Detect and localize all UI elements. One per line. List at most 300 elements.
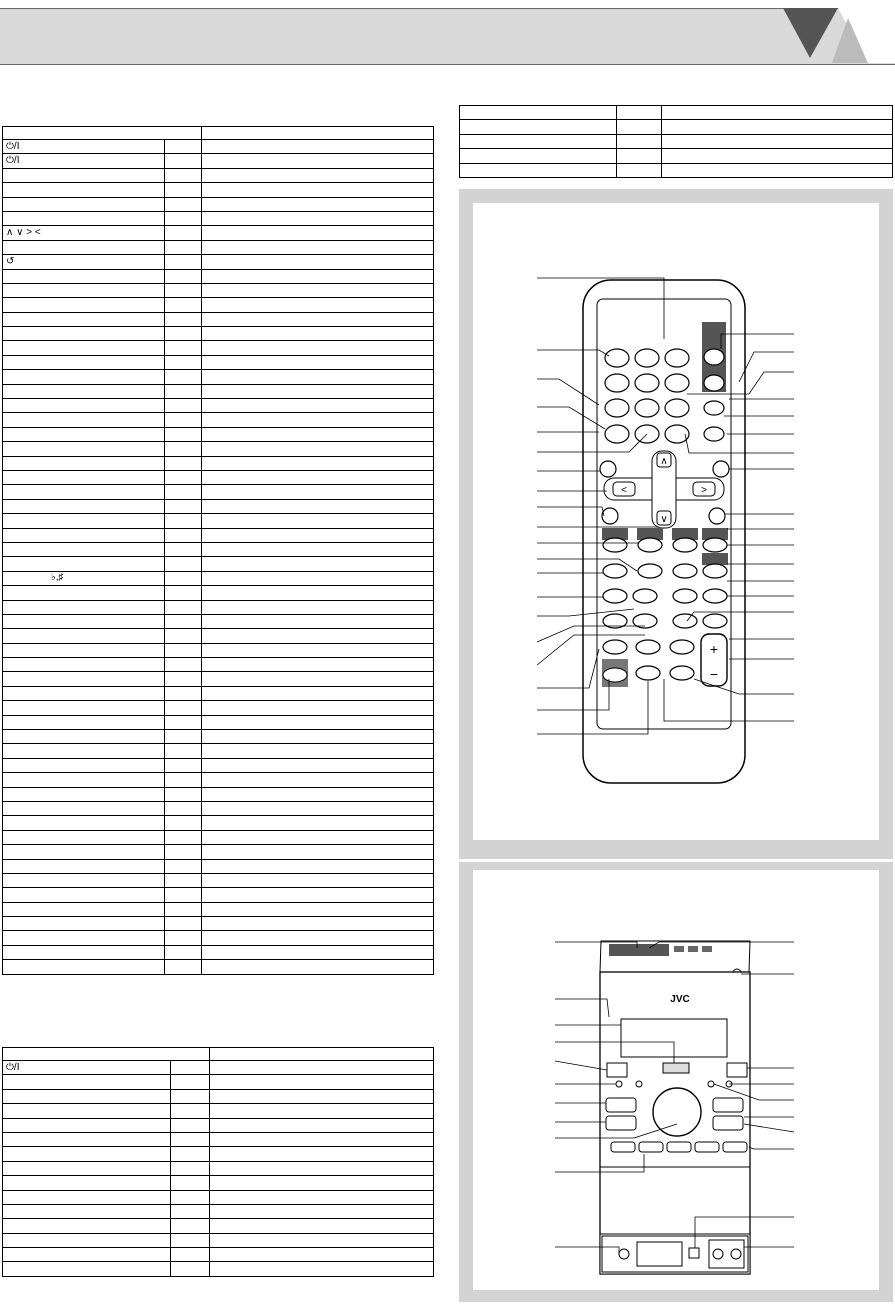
ref-cell <box>165 917 202 931</box>
table-row <box>3 470 434 484</box>
ref-cell <box>170 1132 209 1146</box>
ref-cell <box>165 787 202 801</box>
symbol-cell <box>3 586 165 600</box>
description-cell <box>202 931 434 945</box>
description-cell <box>210 1219 434 1233</box>
description-cell <box>202 427 434 441</box>
symbol-cell <box>3 801 165 815</box>
symbol-cell <box>3 399 165 413</box>
ref-cell <box>165 140 202 154</box>
description-cell <box>210 1104 434 1118</box>
table-row <box>3 283 434 297</box>
symbol-cell <box>3 528 165 542</box>
table-row <box>3 240 434 254</box>
ref-cell <box>165 269 202 283</box>
table-row <box>3 614 434 628</box>
table-row <box>3 888 434 902</box>
ref-cell <box>165 888 202 902</box>
ref-cell <box>165 399 202 413</box>
table-row <box>3 1089 434 1103</box>
table-row <box>3 355 434 369</box>
table-row <box>3 701 434 715</box>
table-row <box>3 1161 434 1175</box>
table-row <box>3 917 434 931</box>
description-cell <box>202 542 434 556</box>
description-cell <box>202 830 434 844</box>
ref-cell <box>165 355 202 369</box>
ref-cell <box>165 730 202 744</box>
symbol-cell <box>3 1061 171 1075</box>
header-corner-marker <box>0 0 895 66</box>
description-cell <box>202 744 434 758</box>
ref-cell <box>165 830 202 844</box>
description-cell <box>202 586 434 600</box>
symbol-cell <box>3 355 165 369</box>
symbol-cell <box>3 1190 171 1204</box>
table-row <box>3 1118 434 1132</box>
table-row <box>3 571 434 585</box>
symbol-cell <box>3 686 165 700</box>
table-row <box>3 801 434 815</box>
ref-cell <box>165 744 202 758</box>
table-row <box>3 1061 434 1075</box>
symbol-cell <box>3 1262 171 1276</box>
table-row <box>3 686 434 700</box>
table-row <box>3 1132 434 1146</box>
symbol-cell <box>3 1089 171 1103</box>
table-row <box>3 1104 434 1118</box>
symbol-cell <box>3 945 165 959</box>
description-cell <box>202 327 434 341</box>
symbol-cell <box>3 917 165 931</box>
description-cell <box>202 571 434 585</box>
description-cell <box>210 1075 434 1089</box>
ref-cell <box>165 845 202 859</box>
symbol-cell <box>3 1176 171 1190</box>
remote-diagram <box>459 189 893 859</box>
button-symbol: ♭,♯ <box>51 572 64 584</box>
symbol-cell <box>3 1219 171 1233</box>
symbol-cell <box>3 557 165 571</box>
unit-parts-table <box>2 1047 434 1277</box>
description-cell <box>202 240 434 254</box>
ref-cell <box>165 859 202 873</box>
symbol-cell <box>3 1132 171 1146</box>
ref-cell <box>170 1161 209 1175</box>
symbol-cell <box>3 773 165 787</box>
description-cell <box>202 298 434 312</box>
description-cell <box>202 514 434 528</box>
ref-cell <box>170 1104 209 1118</box>
table-row <box>3 1147 434 1161</box>
symbol-cell <box>3 931 165 945</box>
button-symbol: ⏻/I <box>6 140 20 152</box>
button-symbol: ∧ ∨ > < <box>6 227 41 239</box>
table-row <box>3 945 434 959</box>
ref-cell <box>165 571 202 585</box>
description-cell <box>202 773 434 787</box>
description-cell <box>202 801 434 815</box>
button-symbol: ⏻/I <box>6 1061 20 1073</box>
description-cell <box>202 614 434 628</box>
ref-cell <box>165 629 202 643</box>
symbol-cell <box>3 298 165 312</box>
ref-cell <box>165 456 202 470</box>
ref-cell <box>170 1147 209 1161</box>
description-cell <box>210 1233 434 1247</box>
table-row <box>3 255 434 269</box>
table-row <box>3 744 434 758</box>
ref-cell <box>165 255 202 269</box>
symbol-cell <box>3 758 165 772</box>
ref-cell <box>165 600 202 614</box>
table-row <box>3 197 434 211</box>
symbol-cell <box>3 902 165 916</box>
table-row <box>3 442 434 456</box>
table-row <box>3 211 434 225</box>
symbol-cell <box>3 1075 171 1089</box>
table-row <box>3 1219 434 1233</box>
symbol-cell <box>3 427 165 441</box>
ref-cell <box>170 1204 209 1218</box>
description-cell <box>210 1204 434 1218</box>
description-cell <box>202 686 434 700</box>
symbol-cell <box>3 787 165 801</box>
symbol-cell <box>3 1233 171 1247</box>
symbol-cell <box>3 600 165 614</box>
ref-cell <box>165 341 202 355</box>
description-cell <box>202 211 434 225</box>
ref-cell <box>170 1176 209 1190</box>
description-cell <box>202 255 434 269</box>
ref-cell <box>165 528 202 542</box>
symbol-cell <box>3 1147 171 1161</box>
table-row <box>3 399 434 413</box>
symbol-cell <box>3 240 165 254</box>
description-cell <box>202 183 434 197</box>
button-symbol: ↺ <box>6 255 15 267</box>
table-row <box>3 902 434 916</box>
description-cell <box>210 1176 434 1190</box>
table-row <box>3 542 434 556</box>
table-row <box>3 960 434 974</box>
table-row <box>3 485 434 499</box>
description-cell <box>202 154 434 168</box>
symbol-cell <box>3 456 165 470</box>
ref-cell <box>165 470 202 484</box>
description-cell <box>210 1248 434 1262</box>
symbol-cell <box>3 442 165 456</box>
ref-cell <box>170 1262 209 1276</box>
ref-cell <box>170 1089 209 1103</box>
description-cell <box>202 312 434 326</box>
table-row <box>3 787 434 801</box>
symbol-cell <box>3 168 165 182</box>
legend-table <box>459 105 893 178</box>
ref-cell <box>165 643 202 657</box>
symbol-cell <box>3 341 165 355</box>
description-cell <box>210 1147 434 1161</box>
description-cell <box>202 600 434 614</box>
description-cell <box>202 658 434 672</box>
ref-cell <box>165 945 202 959</box>
table-row <box>3 1190 434 1204</box>
ref-cell <box>165 614 202 628</box>
symbol-cell <box>3 1248 171 1262</box>
ref-cell <box>165 370 202 384</box>
symbol-cell <box>3 384 165 398</box>
description-cell <box>202 355 434 369</box>
symbol-cell <box>3 614 165 628</box>
table-row <box>3 758 434 772</box>
description-cell <box>202 629 434 643</box>
table-row <box>3 1262 434 1276</box>
description-cell <box>202 758 434 772</box>
ref-cell <box>165 658 202 672</box>
description-cell <box>202 730 434 744</box>
description-cell <box>202 873 434 887</box>
ref-cell <box>165 283 202 297</box>
description-cell <box>202 845 434 859</box>
ref-cell <box>165 413 202 427</box>
table-row <box>3 327 434 341</box>
ref-cell <box>165 557 202 571</box>
description-cell <box>210 1118 434 1132</box>
table-row <box>3 370 434 384</box>
ref-cell <box>165 211 202 225</box>
symbol-cell <box>3 154 165 168</box>
ref-cell <box>165 801 202 815</box>
symbol-cell <box>3 672 165 686</box>
down-arrow-icon: ∨ <box>660 514 668 525</box>
symbol-cell <box>3 873 165 887</box>
description-cell <box>202 816 434 830</box>
ref-cell <box>165 514 202 528</box>
ref-cell <box>165 701 202 715</box>
ref-cell <box>165 427 202 441</box>
description-cell <box>210 1190 434 1204</box>
symbol-cell <box>3 629 165 643</box>
symbol-cell <box>3 571 165 585</box>
symbol-cell <box>3 1161 171 1175</box>
table-row <box>3 514 434 528</box>
table-row <box>3 269 434 283</box>
symbol-cell <box>3 413 165 427</box>
symbol-cell <box>3 211 165 225</box>
table-row <box>3 456 434 470</box>
ref-cell <box>165 197 202 211</box>
symbol-cell <box>3 370 165 384</box>
description-cell <box>202 370 434 384</box>
symbol-cell <box>3 226 165 240</box>
symbol-cell <box>3 1204 171 1218</box>
description-cell <box>202 168 434 182</box>
table-row <box>3 226 434 240</box>
description-cell <box>210 1061 434 1075</box>
description-cell <box>202 197 434 211</box>
ref-cell <box>165 240 202 254</box>
symbol-cell <box>3 312 165 326</box>
symbol-cell <box>3 499 165 513</box>
left-arrow-icon: < <box>621 485 627 496</box>
remote-parts-table <box>2 126 434 975</box>
table-row <box>3 427 434 441</box>
ref-cell <box>165 183 202 197</box>
table-row <box>3 1075 434 1089</box>
table-row <box>3 1248 434 1262</box>
description-cell <box>202 283 434 297</box>
ref-cell <box>165 485 202 499</box>
table-row <box>3 600 434 614</box>
table-row <box>3 931 434 945</box>
description-cell <box>202 557 434 571</box>
ref-cell <box>165 327 202 341</box>
ref-cell <box>165 758 202 772</box>
table-row <box>3 557 434 571</box>
button-symbol: ⏻/I <box>6 155 20 167</box>
volume-minus-icon: − <box>709 666 719 682</box>
description-cell <box>210 1262 434 1276</box>
ref-cell <box>165 672 202 686</box>
ref-cell <box>165 384 202 398</box>
symbol-cell <box>3 255 165 269</box>
description-cell <box>210 1132 434 1146</box>
table-row <box>3 1204 434 1218</box>
description-cell <box>202 917 434 931</box>
table-row <box>3 499 434 513</box>
ref-cell <box>165 442 202 456</box>
ref-cell <box>165 715 202 729</box>
table-row <box>3 629 434 643</box>
description-cell <box>202 715 434 729</box>
symbol-cell <box>3 830 165 844</box>
description-cell <box>202 643 434 657</box>
symbol-cell <box>3 859 165 873</box>
table-row <box>3 168 434 182</box>
symbol-cell <box>3 701 165 715</box>
up-arrow-icon: ∧ <box>660 456 668 467</box>
description-cell <box>202 701 434 715</box>
symbol-cell <box>3 197 165 211</box>
description-cell <box>202 341 434 355</box>
description-cell <box>210 1161 434 1175</box>
ref-cell <box>165 686 202 700</box>
ref-cell <box>165 773 202 787</box>
symbol-cell <box>3 643 165 657</box>
ref-cell <box>165 168 202 182</box>
description-cell <box>202 226 434 240</box>
table-row <box>3 1233 434 1247</box>
ref-cell <box>165 312 202 326</box>
symbol-cell <box>3 1118 171 1132</box>
description-cell <box>202 859 434 873</box>
ref-cell <box>170 1233 209 1247</box>
right-arrow-icon: > <box>701 485 707 496</box>
ref-cell <box>165 931 202 945</box>
ref-cell <box>170 1118 209 1132</box>
description-cell <box>202 456 434 470</box>
symbol-cell <box>3 485 165 499</box>
table-row <box>3 413 434 427</box>
description-cell <box>202 485 434 499</box>
table-row <box>3 154 434 168</box>
symbol-cell <box>3 888 165 902</box>
table-row <box>3 528 434 542</box>
ref-cell <box>165 154 202 168</box>
ref-cell <box>165 902 202 916</box>
symbol-cell <box>3 183 165 197</box>
volume-plus-icon: + <box>709 641 719 657</box>
ref-cell <box>165 499 202 513</box>
table-row <box>3 730 434 744</box>
symbol-cell <box>3 816 165 830</box>
symbol-cell <box>3 1104 171 1118</box>
symbol-cell <box>3 730 165 744</box>
unit-diagram <box>459 862 893 1302</box>
table-row <box>3 715 434 729</box>
ref-cell <box>170 1061 209 1075</box>
description-cell <box>202 470 434 484</box>
symbol-cell <box>3 658 165 672</box>
table-row <box>3 341 434 355</box>
table-row <box>3 816 434 830</box>
description-cell <box>210 1089 434 1103</box>
table-row <box>3 1176 434 1190</box>
table-row <box>3 873 434 887</box>
description-cell <box>202 787 434 801</box>
ref-cell <box>165 586 202 600</box>
ref-cell <box>165 816 202 830</box>
description-cell <box>202 888 434 902</box>
description-cell <box>202 269 434 283</box>
ref-cell <box>170 1190 209 1204</box>
jvc-logo: JVC <box>670 994 690 1005</box>
symbol-cell <box>3 744 165 758</box>
table-row <box>3 586 434 600</box>
symbol-cell <box>3 283 165 297</box>
table-row <box>3 773 434 787</box>
description-cell <box>202 902 434 916</box>
symbol-cell <box>3 845 165 859</box>
ref-cell <box>170 1248 209 1262</box>
table-row <box>3 658 434 672</box>
description-cell <box>202 960 434 974</box>
table-row <box>3 384 434 398</box>
table-row <box>3 312 434 326</box>
ref-cell <box>165 873 202 887</box>
table-row <box>3 672 434 686</box>
table-row <box>3 298 434 312</box>
symbol-cell <box>3 470 165 484</box>
ref-cell <box>170 1075 209 1089</box>
table-row <box>3 183 434 197</box>
symbol-cell <box>3 960 165 974</box>
description-cell <box>202 442 434 456</box>
ref-cell <box>170 1219 209 1233</box>
description-cell <box>202 413 434 427</box>
ref-cell <box>165 542 202 556</box>
symbol-cell <box>3 542 165 556</box>
symbol-cell <box>3 327 165 341</box>
table-row <box>3 830 434 844</box>
table-row <box>3 140 434 154</box>
description-cell <box>202 399 434 413</box>
description-cell <box>202 499 434 513</box>
description-cell <box>202 384 434 398</box>
table-row <box>3 643 434 657</box>
description-cell <box>202 672 434 686</box>
table-row <box>3 845 434 859</box>
